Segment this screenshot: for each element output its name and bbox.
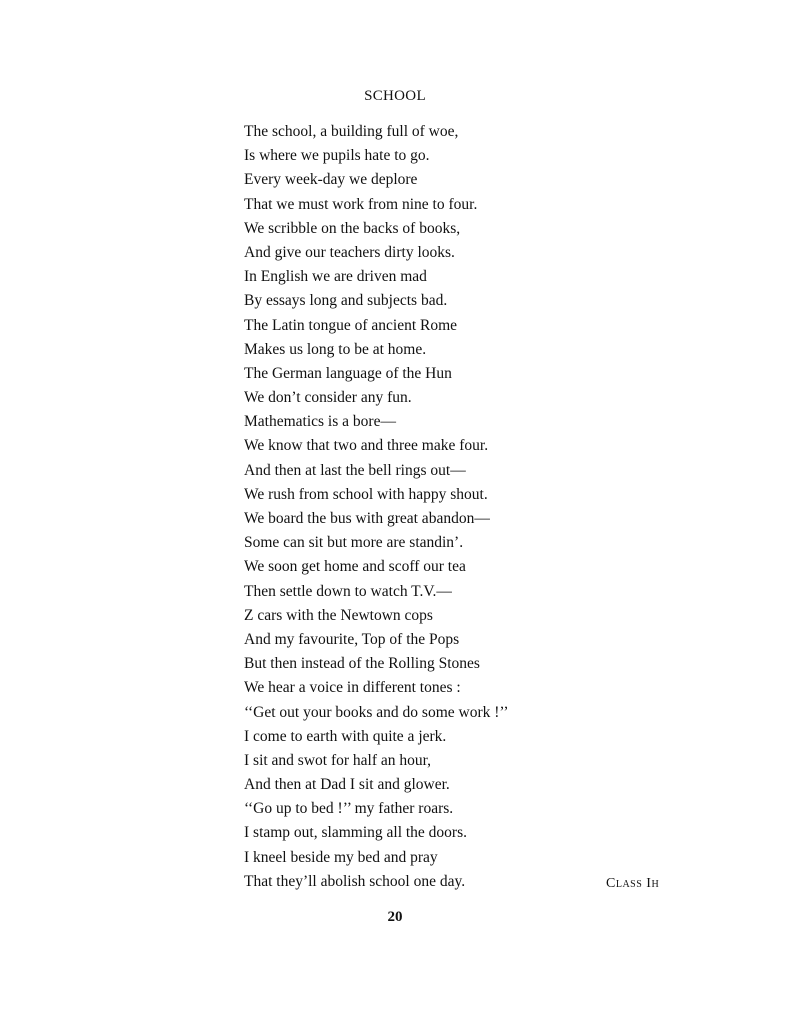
poem-line: Is where we pupils hate to go. xyxy=(244,147,430,165)
poem-line: By essays long and subjects bad. xyxy=(244,292,448,310)
poem-line: That we must work from nine to four. xyxy=(244,195,478,213)
poem-line: Mathematics is a bore— xyxy=(244,413,396,431)
poem-line: And then at Dad I sit and glower. xyxy=(244,776,450,794)
poem-line: Some can sit but more are standin’. xyxy=(244,534,464,552)
poem-line: Makes us long to be at home. xyxy=(244,340,427,358)
poem-line: The Latin tongue of ancient Rome xyxy=(244,316,458,334)
poem-line: We rush from school with happy shout. xyxy=(244,485,488,503)
poem-line: We board the bus with great abandon— xyxy=(244,510,490,527)
poem-title: SCHOOL xyxy=(364,88,426,104)
poem-body xyxy=(244,120,704,894)
poem-line: And give our teachers dirty looks. xyxy=(244,243,455,261)
poem-line: ‘‘Go up to bed !’’ my father roars. xyxy=(244,800,454,818)
poem-line: We scribble on the backs of books, xyxy=(244,219,461,237)
poem-line: ‘‘Get out your books and do some work !’’ xyxy=(244,703,509,721)
poem-line: In English we are driven mad xyxy=(244,268,427,286)
poem-line: I come to earth with quite a jerk. xyxy=(244,727,447,745)
poem-line: And then at last the bell rings out— xyxy=(244,461,466,479)
poem-line: We soon get home and scoff our tea xyxy=(244,558,466,576)
poem-line: We hear a voice in different tones : xyxy=(244,679,461,697)
poem-line: The school, a building full of woe, xyxy=(244,123,459,140)
poem-line: Z cars with the Newtown cops xyxy=(244,606,433,624)
page-number: 20 xyxy=(387,909,403,925)
poem-line: We don’t consider any fun. xyxy=(244,389,412,407)
poem-line: That they’ll abolish school one day. xyxy=(244,872,466,890)
poem-line: I kneel beside my bed and pray xyxy=(244,848,438,866)
poem-line: Then settle down to watch T.V.— xyxy=(244,582,452,600)
poem-line: We know that two and three make four. xyxy=(244,437,489,455)
poem-line: Every week-day we deplore xyxy=(244,171,418,189)
poem-line: I sit and swot for half an hour, xyxy=(244,751,432,769)
poem-line: And my favourite, Top of the Pops xyxy=(244,630,460,648)
poem-line: I stamp out, slamming all the doors. xyxy=(244,824,468,842)
poem-attribution: Class Ih xyxy=(606,876,660,891)
poem-line: But then instead of the Rolling Stones xyxy=(244,655,480,673)
poem-line: The German language of the Hun xyxy=(244,364,452,382)
